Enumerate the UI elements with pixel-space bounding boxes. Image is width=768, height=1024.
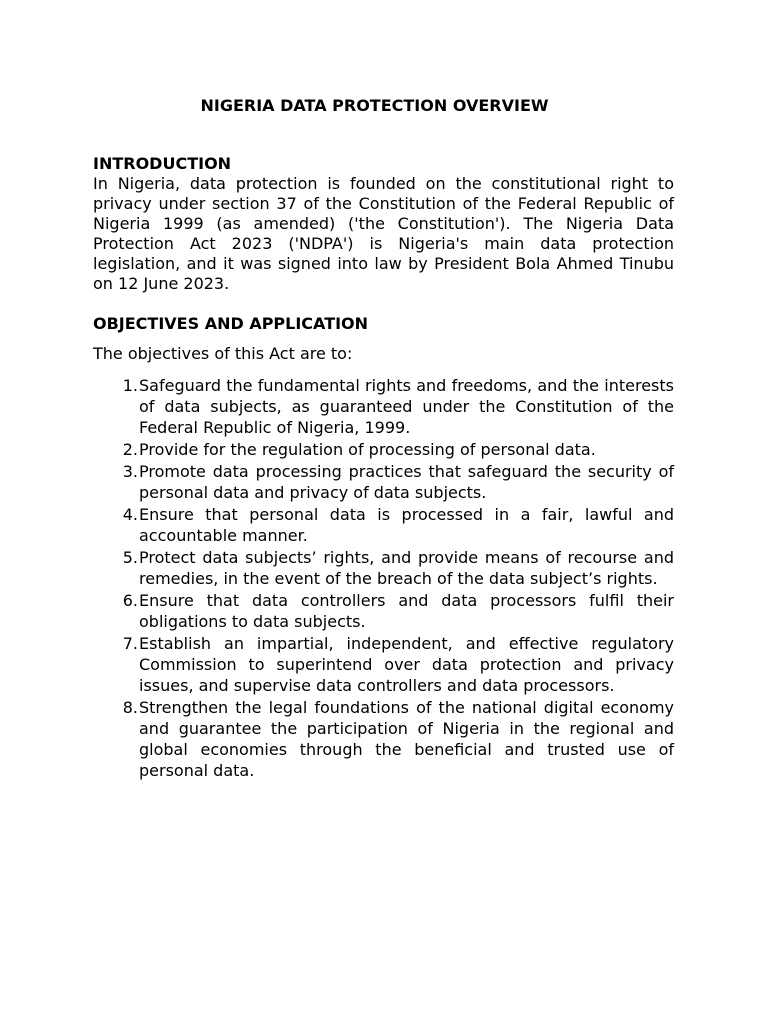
objectives-list <box>93 375 674 781</box>
objective-item-8 <box>93 697 674 781</box>
objective-text: Safeguard the fundamental rights and freedoms, and the interests of data subjects, as guaranteed under the Constitution of the Federal Republic of Nigeria, 1999. <box>139 376 674 437</box>
introduction-paragraph: In Nigeria, data protection is founded on the constitutional right to privacy under section 37 of the Constitution of the Federal Republic of Nigeria 1999 (as amended) ('the Constitution'). The Nigeria Data Protection Act 2023 ('NDPA') is Nigeria's main data protection legislation, and it was signed into law by President Bola Ahmed Tinubu on 12 June 2023. <box>93 174 674 293</box>
objective-item-4 <box>93 504 674 546</box>
document-title: NIGERIA DATA PROTECTION OVERVIEW <box>200 96 549 115</box>
objective-text: Promote data processing practices that safeguard the security of personal data and privacy of data subjects. <box>139 462 674 502</box>
objective-text: Establish an impartial, independent, and effective regulatory Commission to superintend over data protection and privacy issues, and supervise data controllers and data processors. <box>139 634 674 695</box>
objective-number: 5. <box>122 548 138 567</box>
objective-number: 3. <box>122 462 138 481</box>
objective-item-7 <box>93 633 674 696</box>
introduction-heading: INTRODUCTION <box>93 154 232 173</box>
objective-number: 7. <box>122 634 138 653</box>
objective-item-3 <box>93 461 674 503</box>
objective-text: Provide for the regulation of processing of personal data. <box>139 440 596 459</box>
objective-number: 4. <box>122 505 138 524</box>
objective-text: Ensure that personal data is processed in a fair, lawful and accountable manner. <box>139 505 674 545</box>
objective-number: 8. <box>122 698 138 717</box>
document-page <box>93 96 674 782</box>
objective-item-1 <box>93 375 674 438</box>
objective-number: 1. <box>122 376 138 395</box>
objective-text: Strengthen the legal foundations of the national digital economy and guarantee the participation of Nigeria in the regional and global economies through the beneficial and trusted use of personal data. <box>139 698 674 780</box>
objective-item-2 <box>93 439 674 460</box>
objective-number: 6. <box>122 591 138 610</box>
objective-text: Ensure that data controllers and data processors fulfil their obligations to data subjects. <box>139 591 674 631</box>
objectives-lead: The objectives of this Act are to: <box>93 344 353 363</box>
objective-item-6 <box>93 590 674 632</box>
objective-item-5 <box>93 547 674 589</box>
objectives-heading: OBJECTIVES AND APPLICATION <box>93 314 369 333</box>
objective-text: Protect data subjects’ rights, and provide means of recourse and remedies, in the event of the breach of the data subject’s rights. <box>139 548 674 588</box>
objective-number: 2. <box>122 440 138 459</box>
